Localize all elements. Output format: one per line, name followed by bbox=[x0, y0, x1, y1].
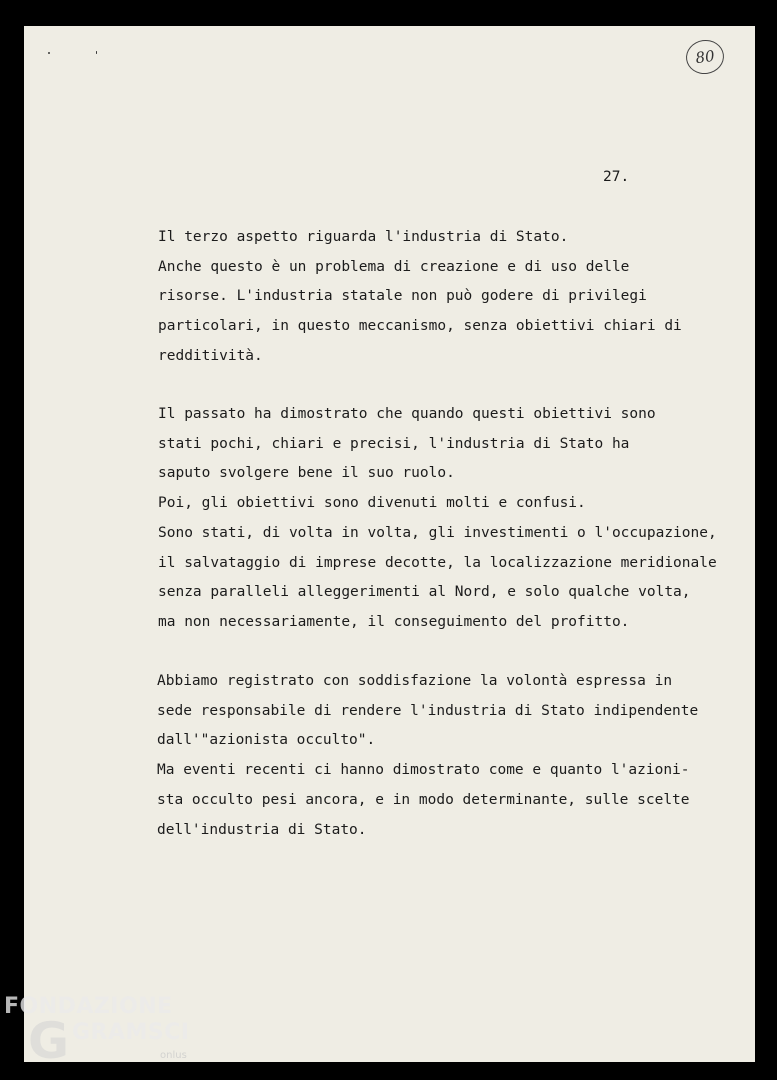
text-line: saputo svolgere bene il suo ruolo. bbox=[158, 465, 455, 482]
fondazione-gramsci-watermark bbox=[4, 994, 204, 1080]
text-line: dall'"azionista occulto". bbox=[157, 732, 376, 749]
watermark-g-logo-icon: G bbox=[28, 1012, 70, 1070]
page-number: 27. bbox=[603, 169, 630, 185]
paragraph-3 bbox=[157, 667, 698, 845]
handwritten-folio-number: 80 bbox=[684, 38, 726, 77]
text-line: Anche questo è un problema di creazione e di uso delle bbox=[158, 258, 630, 275]
paper-speck bbox=[96, 51, 97, 54]
text-line: il salvataggio di imprese decotte, la localizzazione meridionale bbox=[158, 554, 717, 571]
text-line: risorse. L'industria statale non può godere di privilegi bbox=[158, 288, 647, 305]
text-line: dell'industria di Stato. bbox=[157, 821, 367, 838]
paper-speck bbox=[48, 52, 50, 54]
text-line: sta occulto pesi ancora, e in modo determinante, sulle scelte bbox=[157, 791, 690, 808]
text-line: redditività. bbox=[158, 347, 263, 364]
text-line: Abbiamo registrato con soddisfazione la volontà espressa in bbox=[157, 673, 673, 689]
watermark-suffix: onlus bbox=[160, 1050, 187, 1061]
watermark-line2: GRAMSCI bbox=[72, 1020, 190, 1045]
text-line: ma non necessariamente, il conseguimento del profitto. bbox=[158, 613, 630, 630]
text-line: Il passato ha dimostrato che quando questi obiettivi sono bbox=[158, 406, 656, 422]
text-line: particolari, in questo meccanismo, senza obiettivi chiari di bbox=[158, 318, 682, 335]
paragraph-1 bbox=[158, 223, 682, 372]
paragraph-2 bbox=[158, 400, 717, 638]
text-line: Il terzo aspetto riguarda l'industria di Stato. bbox=[158, 229, 569, 245]
text-line: Poi, gli obiettivi sono divenuti molti e confusi. bbox=[158, 495, 586, 512]
text-line: Ma eventi recenti ci hanno dimostrato come e quanto l'azioni- bbox=[157, 762, 690, 779]
watermark-line1: FONDAZIONE bbox=[4, 994, 173, 1019]
text-line: stati pochi, chiari e precisi, l'industria di Stato ha bbox=[158, 435, 630, 452]
text-line: senza paralleli alleggerimenti al Nord, e solo qualche volta, bbox=[158, 584, 691, 601]
text-line: sede responsabile di rendere l'industria di Stato indipendente bbox=[157, 702, 699, 719]
text-line: Sono stati, di volta in volta, gli investimenti o l'occupazione, bbox=[158, 524, 717, 541]
